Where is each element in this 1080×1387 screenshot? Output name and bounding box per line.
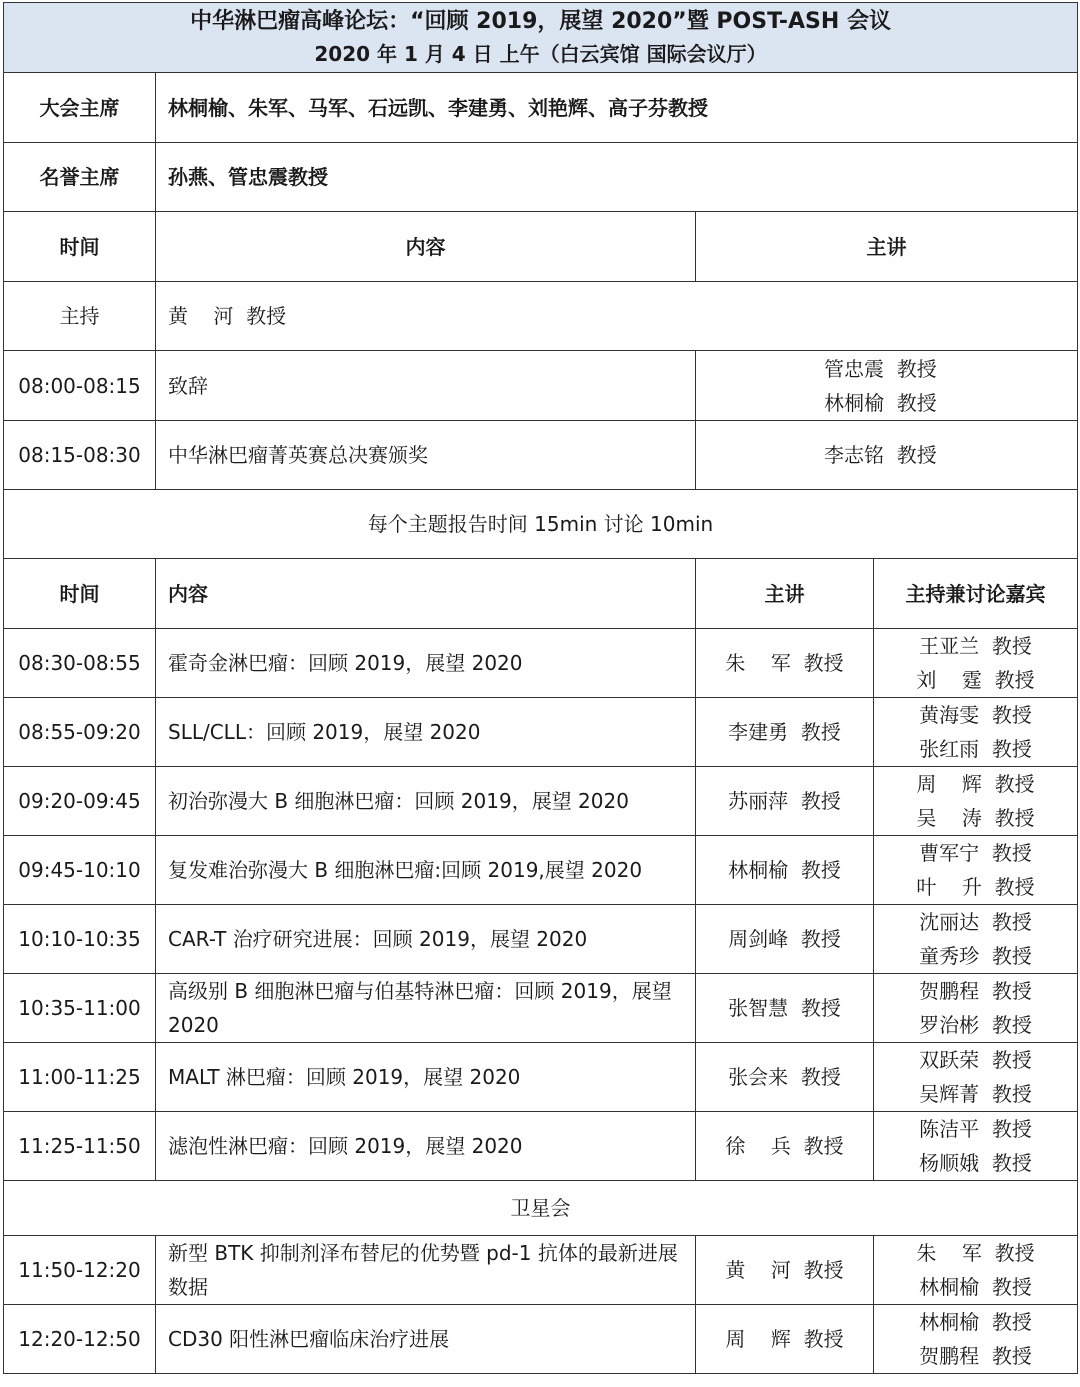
satellite-row	[4, 1181, 1078, 1236]
chairs-label: 大会主席	[4, 73, 156, 143]
content-cell: 中华淋巴瘤菁英赛总决赛颁奖	[156, 421, 696, 490]
session-note: 每个主题报告时间 15min 讨论 10min	[4, 490, 1078, 559]
moderator-name: 吴 涛 教授	[916, 806, 1035, 830]
host-value: 黄 河 教授	[156, 282, 1078, 351]
moderator-name: 林桐榆 教授	[919, 1310, 1032, 1334]
moderator-name: 罗治彬 教授	[919, 1013, 1032, 1037]
honorary-value: 孙燕、管忠震教授	[156, 143, 1078, 212]
content-cell: 致辞	[156, 351, 696, 421]
conference-title: 中华淋巴瘤高峰论坛：“回顾 2019，展望 2020”暨 POST-ASH 会议	[190, 8, 891, 34]
time-cell: 09:20-09:45	[4, 767, 156, 836]
moderator-name: 叶 升 教授	[916, 875, 1035, 899]
session-row	[4, 698, 1078, 767]
session-row	[4, 1043, 1078, 1112]
moderators-cell	[874, 1112, 1078, 1181]
moderator-name: 陈洁平 教授	[919, 1117, 1032, 1141]
moderator-name: 朱 军 教授	[916, 1241, 1035, 1265]
chairs-value: 林桐榆、朱军、马军、石远凯、李建勇、刘艳辉、高子芬教授	[156, 73, 1078, 143]
time-cell: 08:15-08:30	[4, 421, 156, 490]
session-row	[4, 1112, 1078, 1181]
speaker-cell: 张会来 教授	[696, 1043, 874, 1112]
moderator-name: 童秀珍 教授	[919, 944, 1032, 968]
content-cell: 复发难治弥漫大 B 细胞淋巴瘤:回顾 2019,展望 2020	[156, 836, 696, 905]
content-cell: 新型 BTK 抑制剂泽布替尼的优势暨 pd-1 抗体的最新进展数据	[156, 1236, 696, 1305]
speaker-cell	[696, 351, 1078, 421]
speaker-cell: 林桐榆 教授	[696, 836, 874, 905]
conference-header	[4, 3, 1078, 73]
section2-content-header: 内容	[156, 559, 696, 629]
time-cell: 08:30-08:55	[4, 629, 156, 698]
header-row	[4, 3, 1078, 73]
time-cell: 11:25-11:50	[4, 1112, 156, 1181]
moderator-name: 曹军宁 教授	[919, 841, 1032, 865]
time-cell: 10:10-10:35	[4, 905, 156, 974]
time-cell: 11:50-12:20	[4, 1236, 156, 1305]
section1-speaker-header: 主讲	[696, 212, 1078, 282]
section2-header-row	[4, 559, 1078, 629]
moderator-name: 贺鹏程 教授	[919, 1344, 1032, 1368]
time-cell: 12:20-12:50	[4, 1305, 156, 1374]
moderator-name: 刘 霆 教授	[916, 668, 1035, 692]
honorary-label: 名誉主席	[4, 143, 156, 212]
speaker-name: 林桐榆 教授	[824, 390, 937, 415]
moderator-name: 杨顺娥 教授	[919, 1151, 1032, 1175]
content-cell: SLL/CLL：回顾 2019，展望 2020	[156, 698, 696, 767]
speaker-cell: 苏丽萍 教授	[696, 767, 874, 836]
content-cell: 初治弥漫大 B 细胞淋巴瘤：回顾 2019，展望 2020	[156, 767, 696, 836]
content-cell: CD30 阳性淋巴瘤临床治疗进展	[156, 1305, 696, 1374]
content-cell: 滤泡性淋巴瘤：回顾 2019，展望 2020	[156, 1112, 696, 1181]
session-row	[4, 1305, 1078, 1374]
time-cell: 11:00-11:25	[4, 1043, 156, 1112]
speaker-cell: 黄 河 教授	[696, 1236, 874, 1305]
moderators-cell	[874, 974, 1078, 1043]
section2-speaker-header: 主讲	[696, 559, 874, 629]
time-cell: 08:00-08:15	[4, 351, 156, 421]
time-cell: 10:35-11:00	[4, 974, 156, 1043]
content-cell: 高级别 B 细胞淋巴瘤与伯基特淋巴瘤：回顾 2019，展望 2020	[156, 974, 696, 1043]
speaker-cell: 李建勇 教授	[696, 698, 874, 767]
session-row	[4, 629, 1078, 698]
opening-row	[4, 421, 1078, 490]
moderator-name: 王亚兰 教授	[919, 634, 1032, 658]
section2-time-header: 时间	[4, 559, 156, 629]
content-cell: 霍奇金淋巴瘤：回顾 2019，展望 2020	[156, 629, 696, 698]
section2-moderators-header: 主持兼讨论嘉宾	[874, 559, 1078, 629]
moderators-cell	[874, 767, 1078, 836]
moderator-name: 沈丽达 教授	[919, 910, 1032, 934]
moderators-cell	[874, 1043, 1078, 1112]
content-cell: MALT 淋巴瘤：回顾 2019，展望 2020	[156, 1043, 696, 1112]
moderators-cell	[874, 629, 1078, 698]
honorary-row	[4, 143, 1078, 212]
session-row	[4, 767, 1078, 836]
moderator-name: 吴辉菁 教授	[919, 1082, 1032, 1106]
speaker-cell: 朱 军 教授	[696, 629, 874, 698]
speaker-cell: 周 辉 教授	[696, 1305, 874, 1374]
moderator-name: 林桐榆 教授	[919, 1275, 1032, 1299]
time-cell: 08:55-09:20	[4, 698, 156, 767]
satellite-label: 卫星会	[4, 1181, 1078, 1236]
moderators-cell	[874, 698, 1078, 767]
agenda-table	[3, 2, 1078, 1374]
moderators-cell	[874, 836, 1078, 905]
note-row	[4, 490, 1078, 559]
speaker-cell	[696, 421, 1078, 490]
moderator-name: 双跃荣 教授	[919, 1048, 1032, 1072]
host-row	[4, 282, 1078, 351]
moderator-name: 张红雨 教授	[919, 737, 1032, 761]
speaker-name: 管忠震 教授	[824, 356, 937, 381]
speaker-cell: 张智慧 教授	[696, 974, 874, 1043]
moderator-name: 周 辉 教授	[916, 772, 1035, 796]
moderators-cell	[874, 905, 1078, 974]
section1-content-header: 内容	[156, 212, 696, 282]
session-row	[4, 905, 1078, 974]
speaker-cell: 周剑峰 教授	[696, 905, 874, 974]
section1-header-row	[4, 212, 1078, 282]
moderator-name: 贺鹏程 教授	[919, 979, 1032, 1003]
speaker-name: 李志铭 教授	[824, 443, 937, 467]
chairs-row	[4, 73, 1078, 143]
session-row	[4, 974, 1078, 1043]
time-cell: 09:45-10:10	[4, 836, 156, 905]
moderators-cell	[874, 1305, 1078, 1374]
moderator-name: 黄海雯 教授	[919, 703, 1032, 727]
session-row	[4, 836, 1078, 905]
conference-subtitle: 2020 年 1 月 4 日 上午（白云宾馆 国际会议厅）	[314, 41, 767, 66]
section1-time-header: 时间	[4, 212, 156, 282]
opening-row	[4, 351, 1078, 421]
session-row	[4, 1236, 1078, 1305]
speaker-cell: 徐 兵 教授	[696, 1112, 874, 1181]
moderators-cell	[874, 1236, 1078, 1305]
content-cell: CAR-T 治疗研究进展：回顾 2019，展望 2020	[156, 905, 696, 974]
host-label: 主持	[4, 282, 156, 351]
